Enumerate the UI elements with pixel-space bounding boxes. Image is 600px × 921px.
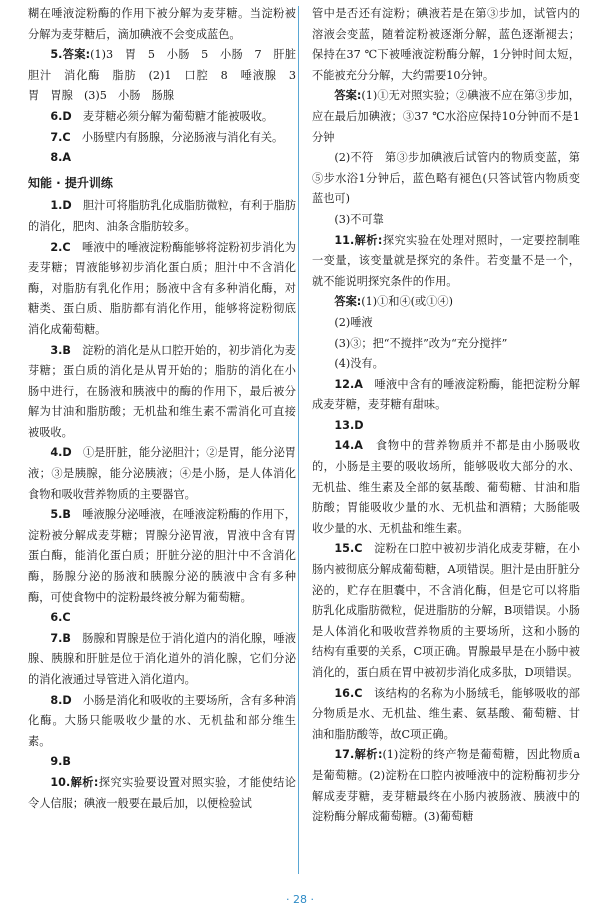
answer-paragraph [312,292,580,313]
answer-paragraph [28,691,296,753]
answer-paragraph [312,539,580,683]
answer-paragraph [28,128,296,149]
answer-paragraph [28,45,308,107]
paragraph-text: (2)不符 第③步加碘液后试管内的物质变蓝，第⑤步水浴1分钟后，蓝色略有褪色(只答试管内物质变蓝也可) [312,151,580,206]
answer-paragraph [28,148,296,169]
paragraph-text: 该结构的名称为小肠绒毛，能够吸收的部分物质是水、无机盐、维生素、氨基酸、葡萄糖、甘油和脂肪酸等，故C项正确。 [312,686,580,741]
answer-paragraph [312,334,580,355]
paragraph-text: 唾液腺分泌唾液，在唾液淀粉酶的作用下，淀粉被分解成麦芽糖；胃腺分泌胃液，胃液中含有胃蛋白酶，能消化蛋白质；肝脏分泌的胆汁中不含消化酶，肠腺分泌的肠液和胰腺分泌的胰液中含有多种酶，可使食物中的淀粉最终被分解为葡萄糖。 [28,508,296,604]
page-number-dot-right: · [310,893,314,906]
paragraph-text: 淀粉的消化是从口腔开始的，初步消化为麦芽糖；蛋白质的消化是从胃开始的；脂肪的消化在小肠中进行，在肠液和胰液中的酶的作用下，最后被分解为甘油和脂肪酸；无机盐和维生素不需消化可直接被吸收。 [28,343,296,439]
answer-paragraph [312,375,580,416]
answer-paragraph [28,4,296,45]
question-number: 5.B [50,508,71,522]
answer-paragraph [28,505,296,608]
question-number: 8.A [50,151,72,165]
answer-paragraph [28,341,296,444]
column-divider [298,6,299,874]
question-number: 10. [50,775,71,789]
question-number: 1.D [50,199,72,213]
answer-label: 解析: [354,233,383,247]
paragraph-text: (1)淀粉的终产物是葡萄糖，因此物质a是葡萄糖。(2)淀粉在口腔内被唾液中的淀粉酶初步分解成麦芽糖，麦芽糖最终在小肠内被肠液、胰液中的淀粉酶分解成葡萄糖。(3)葡萄糖 [312,748,580,824]
paragraph-text: (1)①和④(或①④) [361,295,453,309]
page-number [0,893,600,906]
answer-paragraph [28,238,296,341]
paragraph-text: 唾液中含有的唾液淀粉酶，能把淀粉分解成麦芽糖，麦芽糖有甜味。 [312,377,580,412]
answer-paragraph [312,684,580,746]
question-number: 17. [334,748,355,762]
paragraph-text: 食物中的营养物质并不都是由小肠吸收的，小肠是主要的吸收场所，能够吸收大部分的水、无机盐、维生素及全部的氨基酸、葡萄糖、甘油和脂肪酸；胃能吸收少量的水、无机盐和酒精；大肠能吸收少量的水、无机盐和维生素。 [312,439,580,535]
answer-paragraph [312,231,580,293]
paragraph-text: ①是肝脏，能分泌胆汁；②是胃，能分泌胃液；③是胰腺，能分泌胰液；④是小肠，是人体消化食物和吸收营养物质的主要器官。 [28,446,296,501]
answer-paragraph [28,752,296,773]
answer-paragraph [28,608,296,629]
paragraph-text: (1)3 胃 5 小肠 5 小肠 7 肝脏 胆汁 消化酶 脂肪 (2)1 口腔 8 唾液腺 3 胃 胃腺 (3)5 小肠 肠腺 [28,48,308,103]
paragraph-text: (3)不可靠 [334,212,384,226]
paragraph-text: 探究实验在处理对照时，一定要控制唯一变量，该变量就是探究的条件。若变量不是一个，就不能说明探究条件的作用。 [312,233,580,288]
answer-label: 解析: [70,775,99,789]
question-number: 9.B [50,755,71,769]
answer-label: 解析: [354,748,383,762]
answer-paragraph [312,436,580,539]
answer-paragraph [312,86,580,148]
left-column [28,4,308,814]
paragraph-text: (4)没有。 [334,357,384,371]
question-number: 8.D [50,693,72,707]
answer-paragraph [28,107,296,128]
question-number: 4.D [50,446,72,460]
page-number-value: 28 [293,893,307,906]
answer-paragraph [312,210,580,231]
section-heading: 知能 · 提升训练 [28,175,113,190]
answer-label: 答案: [334,295,362,309]
answer-paragraph [28,773,296,814]
answer-paragraph [28,196,296,237]
page-number-dot-left: · [286,893,290,906]
answer-paragraph [312,354,580,375]
answer-paragraph [28,443,296,505]
question-number: 6.C [50,611,71,625]
answer-paragraph [28,629,296,691]
answer-paragraph [312,148,580,210]
paragraph-text: 肠腺和胃腺是位于消化道内的消化腺，唾液腺、胰腺和肝脏是位于消化道外的消化腺，它们分泌的消化液通过导管进入消化道内。 [28,631,296,686]
paragraph-text: 小肠是消化和吸收的主要场所，含有多种消化酶。大肠只能吸收少量的水、无机盐和部分维生素。 [28,693,296,748]
paragraph-text: 唾液中的唾液淀粉酶能够将淀粉初步消化为麦芽糖；胃液能够初步消化蛋白质；胆汁中不含消化酶，对脂肪有乳化作用；肠液中含有多种消化酶，对糖类、蛋白质、脂肪都有消化作用，能够将淀粉彻底消化成葡萄糖。 [28,240,296,336]
question-number: 15.C [334,542,363,556]
paragraph-text: (1)①无对照实验；②碘液不应在第③步加，应在最后加碘液；③37 ℃水浴应保持10分钟而不是1分钟 [312,89,580,144]
paragraph-text: 淀粉在口腔中被初步消化成麦芽糖，在小肠内被彻底分解成葡萄糖，A项错误。胆汁是由肝脏分泌的，贮存在胆囊中，不含消化酶，但是它可以将脂肪乳化成脂肪微粒，促进脂肪的分解，B项错误。小肠是人体消化和吸收营养物质的主要场所，这和小肠的结构有重要的关系，C项正确。胃腺最早是在小肠中被消化的，蛋白质在胃中被初步消化成多肽，D项错误。 [312,542,580,679]
question-number: 13.D [334,418,364,432]
question-number: 11. [334,233,355,247]
question-number: 14.A [334,439,363,453]
question-number: 7.C [50,130,71,144]
answer-label: 答案: [334,89,362,103]
answer-paragraph [312,416,580,437]
paragraph-text: (2)唾液 [334,315,373,329]
question-number: 7.B [50,631,71,645]
right-column [312,4,580,828]
paragraph-text: (3)③；把“不搅拌”改为“充分搅拌” [334,336,508,350]
question-number: 5. [50,48,63,62]
question-number: 2.C [50,240,71,254]
answer-label: 答案: [62,48,91,62]
question-number: 12.A [334,377,363,391]
paragraph-text: 糊在唾液淀粉酶的作用下被分解为麦芽糖。当淀粉被分解为麦芽糖后，滴加碘液不会变成蓝色。 [28,7,296,41]
paragraph-text: 胆汁可将脂肪乳化成脂肪微粒，有利于脂肪的消化，肥肉、油条含脂肪较多。 [28,199,296,233]
paragraph-text: 小肠壁内有肠腺，分泌肠液与消化有关。 [81,130,284,144]
paragraph-text: 麦芽糖必须分解为葡萄糖才能被吸收。 [82,109,274,123]
question-number: 3.B [50,343,71,357]
answer-paragraph [312,745,580,827]
answer-paragraph [312,313,580,334]
answer-paragraph [312,4,580,86]
question-number: 16.C [334,686,363,700]
paragraph-text: 探究实验要设置对照实验，才能使结论令人信服；碘液一般要在最后加，以便检验试 [28,775,296,810]
question-number: 6.D [50,109,72,123]
paragraph-text: 管中是否还有淀粉；碘液若是在第③步加，试管内的溶液会变蓝，随着淀粉被逐渐分解，蓝色逐渐褪去；保持在37 ℃下被唾液淀粉酶分解，1分钟时间太短，不能被充分分解，大约需要10分钟。 [312,7,580,82]
